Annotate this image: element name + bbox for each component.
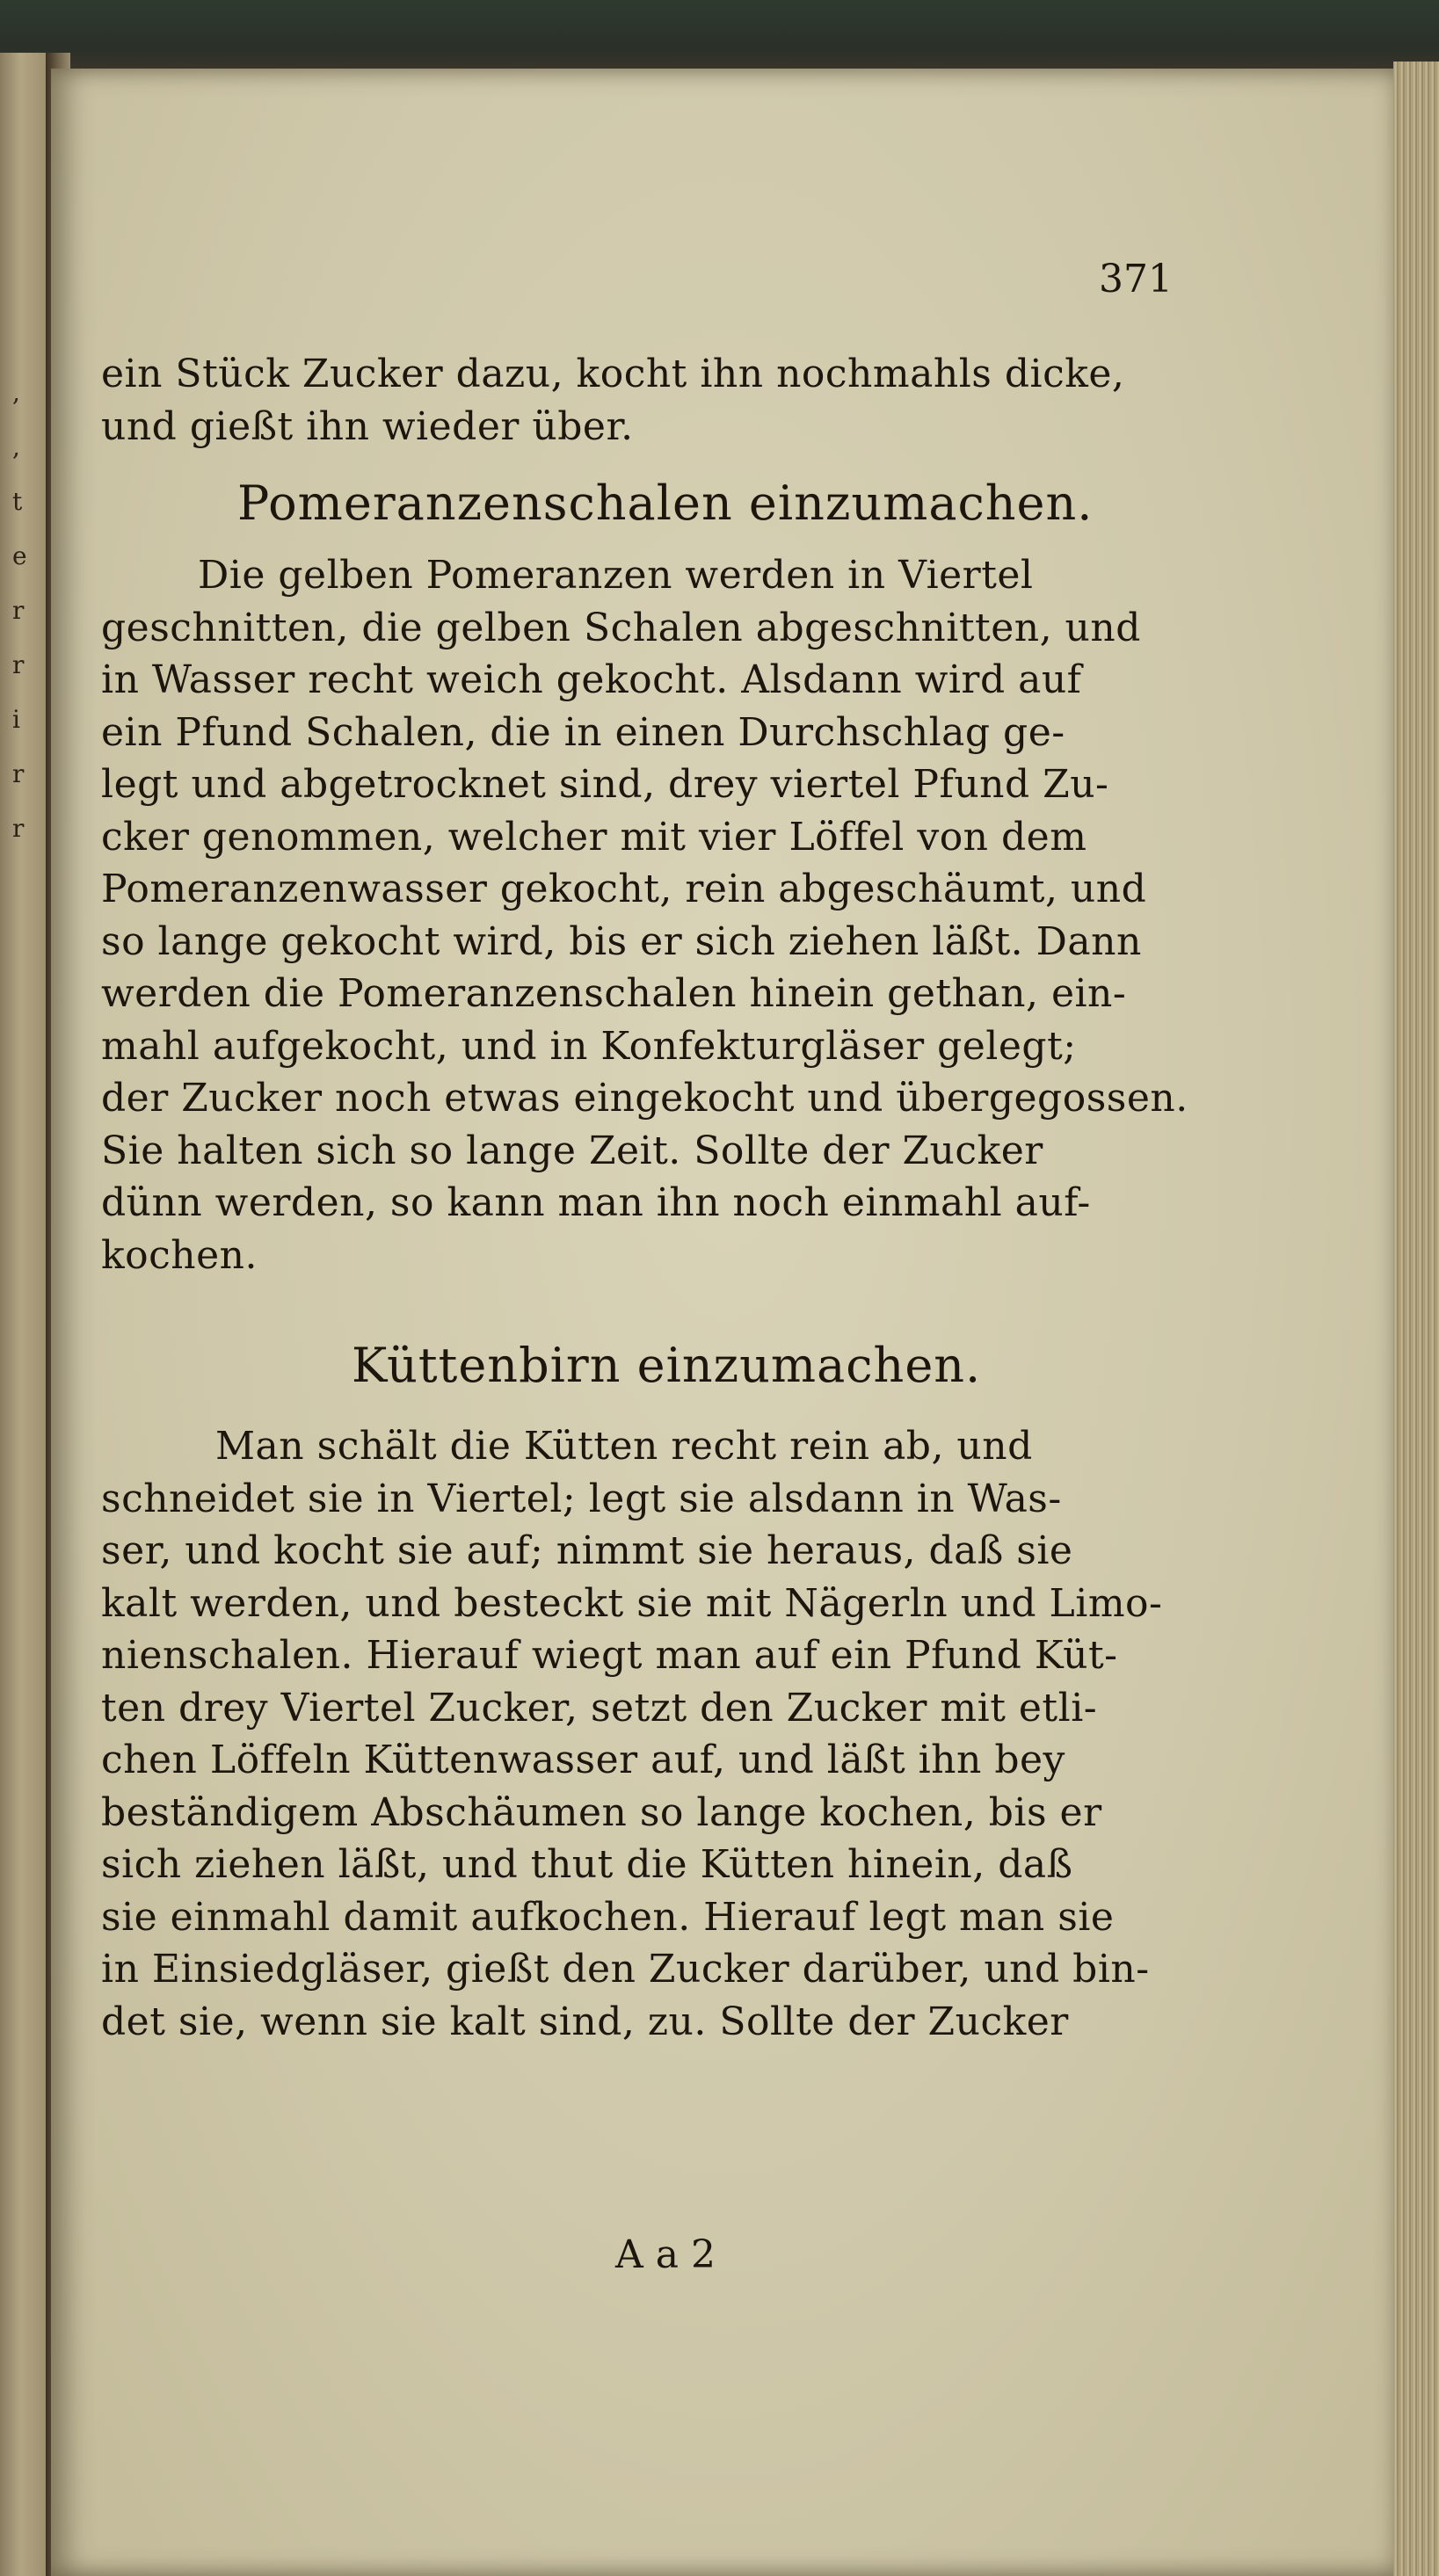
text-line: schneidet sie in Viertel; legt sie alsdann in Was- [101, 1476, 1062, 1521]
text-line: kalt werden, und besteckt sie mit Nägerln und Limo- [101, 1580, 1163, 1626]
facing-page-mark: , [12, 432, 20, 461]
text-line: Man schält die Kütten recht rein ab, und [215, 1424, 1033, 1469]
facing-page-mark: e [12, 541, 27, 570]
text-line: und gießt ihn wieder über. [101, 403, 634, 449]
facing-page-mark: t [12, 487, 23, 516]
text-line: der Zucker noch etwas eingekocht und übergegossen. [101, 1076, 1188, 1121]
text-line: ser, und kocht sie auf; nimmt sie heraus, daß sie [101, 1528, 1073, 1573]
page-number: 371 [1099, 257, 1173, 301]
text-line: ein Pfund Schalen, die in einen Durchschlag ge- [101, 709, 1065, 755]
text-line: sie einmahl damit aufkochen. Hierauf legt man sie [101, 1894, 1115, 1940]
page-edges [1393, 62, 1439, 2576]
text-line: legt und abgetrocknet sind, drey viertel Pfund Zu- [101, 762, 1109, 807]
text-line: cker genommen, welcher mit vier Löffel von dem [101, 814, 1087, 860]
text-line: in Wasser recht weich gekocht. Alsdann wird auf [101, 657, 1082, 702]
facing-page-sliver [0, 53, 51, 2576]
facing-page-mark: i [12, 705, 20, 734]
text-line: nienschalen. Hierauf wiegt man auf ein Pfund Küt- [101, 1633, 1118, 1678]
text-line: Sie halten sich so lange Zeit. Sollte der Zucker [101, 1128, 1043, 1173]
text-line: chen Löffeln Küttenwasser auf, und läßt ihn bey [101, 1738, 1065, 1782]
section-heading: Pomeranzenschalen einzumachen. [237, 475, 1094, 531]
text-line: ein Stück Zucker dazu, kocht ihn nochmahls dicke, [101, 352, 1125, 396]
text-line: mahl aufgekocht, und in Konfekturgläser gelegt; [101, 1023, 1077, 1069]
text-line: werden die Pomeranzenschalen hinein gethan, ein- [101, 971, 1127, 1016]
text-line: det sie, wenn sie kalt sind, zu. Sollte der Zucker [101, 1999, 1069, 2044]
facing-page-mark: r [12, 650, 25, 679]
facing-page-mark: r [12, 814, 25, 843]
section-heading: Küttenbirn einzumachen. [352, 1338, 982, 1393]
printer-signature: A a 2 [615, 2232, 716, 2277]
text-line: dünn werden, so kann man ihn noch einmahl auf- [101, 1180, 1091, 1225]
facing-page-mark: r [12, 596, 25, 625]
top-binding-strip [0, 0, 1439, 70]
facing-page-mark: r [12, 759, 25, 788]
text-line: kochen. [101, 1232, 258, 1278]
facing-page-mark: , [12, 378, 20, 407]
text-line: geschnitten, die gelben Schalen abgeschnitten, und [101, 605, 1141, 650]
text-line: in Einsiedgläser, gießt den Zucker darüber, und bin- [101, 1947, 1150, 1992]
text-line: Pomeranzenwasser gekocht, rein abgeschäumt, und [101, 867, 1147, 911]
text-line: so lange gekocht wird, bis er sich ziehen läßt. Dann [101, 918, 1142, 964]
text-line: ten drey Viertel Zucker, setzt den Zucker mit etli- [101, 1685, 1098, 1731]
text-line: beständigem Abschäumen so lange kochen, bis er [101, 1789, 1102, 1835]
text-line: sich ziehen läßt, und thut die Kütten hinein, daß [101, 1842, 1073, 1887]
text-line: Die gelben Pomeranzen werden in Viertel [198, 553, 1034, 598]
